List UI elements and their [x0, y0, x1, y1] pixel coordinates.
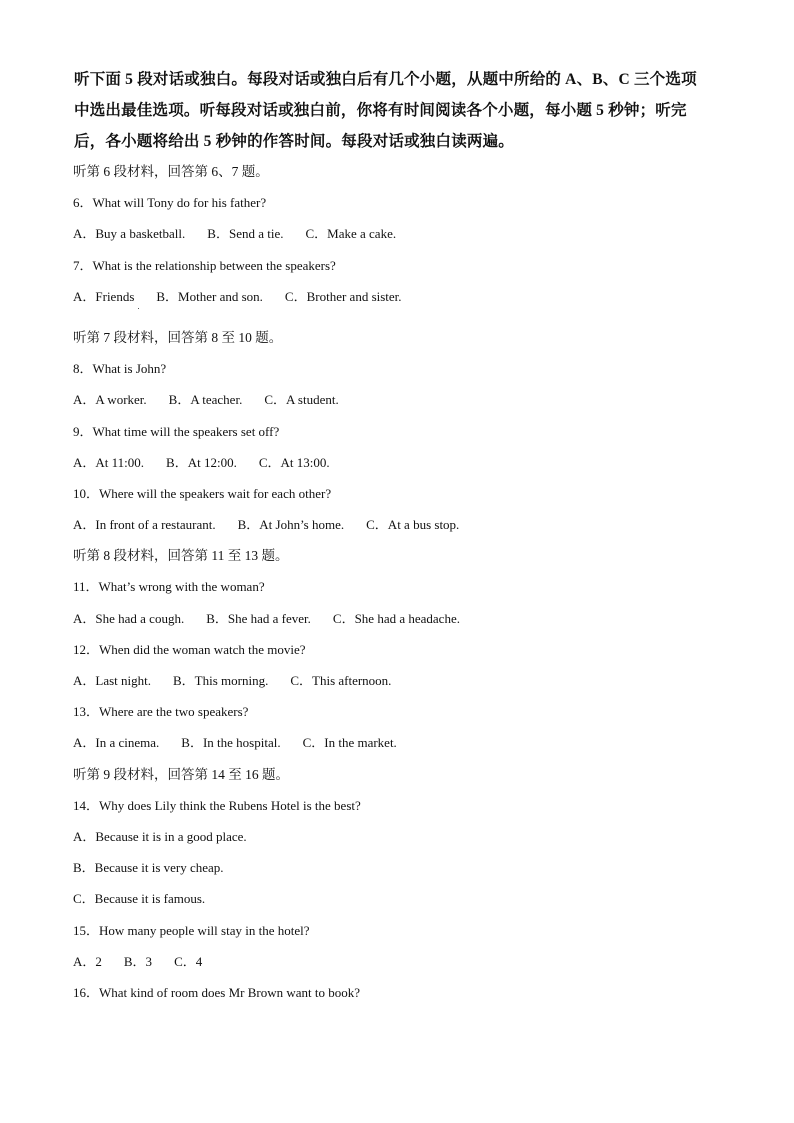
option-c: C．A student.	[264, 392, 339, 408]
option-b: B．Send a tie.	[207, 226, 284, 242]
option-b: B．A teacher.	[168, 392, 243, 408]
question-text: 11．What’s wrong with the woman?	[73, 579, 265, 595]
stray-mark	[138, 308, 139, 309]
question-text: 15．How many people will stay in the hotel?	[73, 922, 310, 938]
answer-options	[73, 447, 733, 478]
answer-options	[73, 509, 733, 540]
question-text: 9．What time will the speakers set off?	[73, 423, 280, 439]
option-b: B．Because it is very cheap.	[73, 860, 224, 876]
question-text: 7．What is the relationship between the speakers?	[73, 257, 336, 273]
section-heading: 听第 6 段材料，回答第 6、7 题。	[73, 164, 269, 179]
question-text: 12．When did the woman watch the movie?	[73, 641, 306, 657]
option-a: A．She had a cough.	[73, 610, 185, 626]
question-list	[73, 156, 733, 1008]
answer-options	[73, 218, 733, 249]
option-c: C．She had a headache.	[332, 610, 460, 626]
section-heading: 听第 8 段材料，回答第 11 至 13 题。	[73, 548, 289, 564]
answer-options	[73, 946, 733, 977]
option-b: B．In the hospital.	[181, 735, 281, 751]
option-c: C．At a bus stop.	[366, 517, 460, 533]
option-c: C．This afternoon.	[290, 673, 392, 688]
option-c: C．In the market.	[302, 735, 397, 751]
option-b: B．3	[123, 953, 153, 969]
instruction-line: 中选出最佳选项。听每段对话或独白前，你将有时间阅读各个小题，每小题 5 秒钟；听完	[74, 102, 687, 119]
section-heading: 听第 9 段材料，回答第 14 至 16 题。	[73, 766, 289, 782]
question-text: 16．What kind of room does Mr Brown want to book?	[73, 984, 361, 1000]
option-b: B．At 12:00.	[166, 454, 237, 470]
answer-options	[73, 281, 733, 312]
option-a: A．Friends	[73, 288, 135, 304]
option-a: A．At 11:00.	[73, 454, 145, 470]
option-a: A．Because it is in a good place.	[73, 828, 247, 844]
option-a: A．2	[73, 953, 102, 969]
instruction-line: 听下面 5 段对话或独白。每段对话或独白后有几个小题，从题中所给的 A、B、C 三个选项	[74, 71, 697, 88]
option-c: C．Brother and sister.	[284, 288, 402, 304]
question-text: 13．Where are the two speakers?	[73, 704, 249, 720]
option-c: C．Make a cake.	[305, 226, 397, 242]
option-b: B．She had a fever.	[206, 610, 311, 626]
question-text: 10．Where will the speakers wait for each other?	[73, 485, 332, 501]
instruction-line: 后，各小题将给出 5 秒钟的作答时间。每段对话或独白读两遍。	[74, 133, 515, 150]
option-b: B．Mother and son.	[156, 288, 263, 304]
option-c: C．4	[174, 953, 203, 969]
listening-instructions	[74, 64, 724, 157]
option-a: A．Last night.	[73, 673, 151, 688]
answer-options	[73, 603, 733, 634]
option-a: A．In a cinema.	[73, 735, 160, 751]
option-b: B．At John’s home.	[237, 517, 345, 533]
answer-options	[73, 384, 733, 415]
question-text: 14．Why does Lily think the Rubens Hotel is the best?	[73, 797, 361, 813]
section-heading: 听第 7 段材料，回答第 8 至 10 题。	[73, 329, 283, 345]
option-a: A．A worker.	[73, 392, 147, 408]
option-a: A．Buy a basketball.	[73, 226, 186, 242]
answer-options	[73, 727, 733, 758]
option-c: C．Because it is famous.	[73, 891, 206, 907]
option-c: C．At 13:00.	[258, 454, 330, 470]
question-text: 8．What is John?	[73, 361, 167, 377]
answer-options	[73, 665, 733, 696]
option-a: A．In front of a restaurant.	[73, 517, 216, 533]
question-text: 6．What will Tony do for his father?	[73, 195, 267, 211]
option-b: B．This morning.	[173, 673, 269, 688]
